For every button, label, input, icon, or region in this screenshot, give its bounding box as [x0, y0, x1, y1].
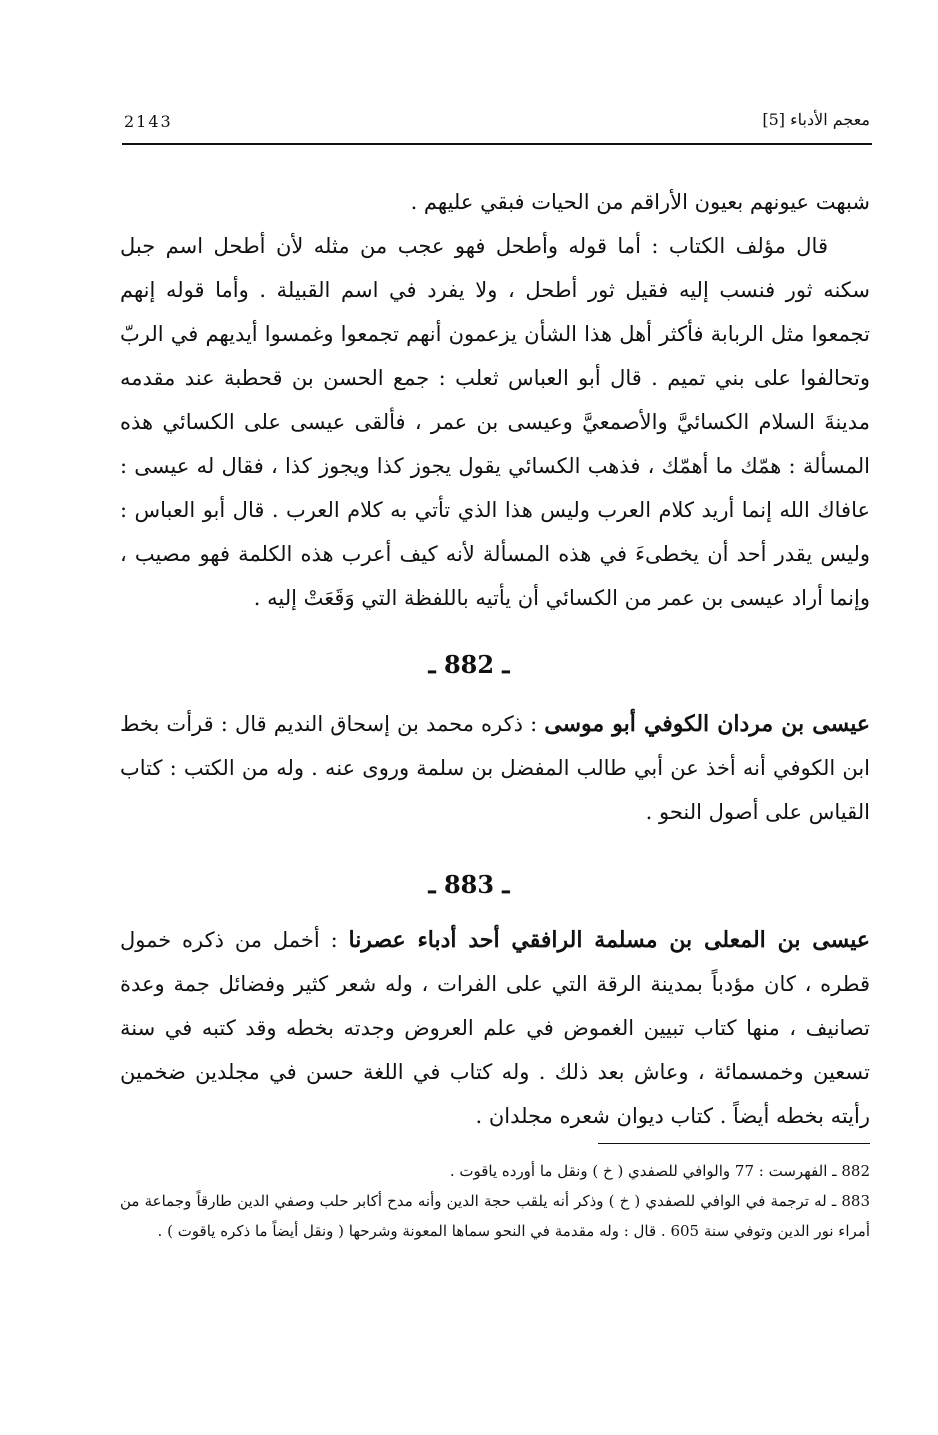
- entry-882-text: : ذكره محمد بن إسحاق النديم قال : قرأت بخط ابن الكوفي أنه أخذ عن أبي طالب المفضل بن سلمة وروى عنه . وله من الكتب : كتاب القياس على أصول النحو .: [120, 712, 870, 824]
- entry-882-title: عيسى بن مردان الكوفي أبو موسى: [544, 711, 870, 737]
- paragraph-author-note: قال مؤلف الكتاب : أما قوله وأطحل فهو عجب من مثله لأن أطحل اسم جبل سكنه ثور فنسب إليه فقيل ثور أطحل ، ولا يفرد في اسم القبيلة . وأما قوله إنهم تجمعوا مثل الربابة فأكثر أهل هذا الشأن يزعمون أنهم تجمعوا وغمسوا أيديهم في الربّ وتحالفوا على بني تميم . قال أبو العباس ثعلب : جمع الحسن بن قحطبة عند مقدمه مدينةَ السلام الكسائيَّ والأصمعيَّ وعيسى بن عمر ، فألقى عيسى على الكسائي هذه المسألة : همّك ما أهمّك ، فذهب الكسائي يقول يجوز كذا ويجوز كذا ، فقال له عيسى : عافاك الله إنما أريد كلام العرب وليس هذا الذي تأتي به كلام العرب . قال أبو العباس : وليس يقدر أحد أن يخطىءَ في هذه المسألة لأنه كيف أعرب هذه الكلمة فهو مصيب ، وإنما أراد عيسى بن عمر من الكسائي أن يأتيه باللفظة التي وَقَعَتْ إليه .: [120, 234, 870, 610]
- entry-883-text: : أخمل من ذكره خمول قطره ، كان مؤدباً بمدينة الرقة التي على الفرات ، وله شعر كثير وفضائل جمة وعدة تصانيف ، منها كتاب تبيين الغموض في علم العروض وجدته بخطه وقد كتبه في سنة تسعين وخمسمائة ، وعاش بعد ذلك . وله كتاب في اللغة حسن في مجلدين ضخمين رأيته بخطه أيضاً . كتاب ديوان شعره مجلدان .: [120, 928, 870, 1128]
- entry-883-title: عيسى بن المعلى بن مسلمة الرافقي أحد أدباء عصرنا: [348, 927, 870, 953]
- entry-883: [120, 918, 870, 1138]
- running-head: معجم الأدباء [5]: [762, 110, 870, 129]
- entry-number-883: ـ 883 ـ: [428, 870, 510, 899]
- paragraph-continued: شبهت عيونهم بعيون الأراقم من الحيات فبقي عليهم .: [410, 190, 870, 214]
- footnote-882: 882 ـ الفهرست : 77 والوافي للصفدي ( خ ) ونقل ما أورده ياقوت .: [449, 1162, 870, 1180]
- page-number: 2143: [124, 112, 173, 131]
- header-rule: [122, 143, 872, 145]
- footnote-rule: [598, 1143, 870, 1144]
- body-text: [120, 180, 870, 620]
- entry-882: [120, 702, 870, 834]
- entry-number-882: ـ 882 ـ: [428, 650, 510, 679]
- footnotes: [120, 1156, 870, 1246]
- footnote-883: 883 ـ له ترجمة في الوافي للصفدي ( خ ) وذكر أنه يلقب حجة الدين وأنه مدح أكابر حلب وصفي الدين طارقاً وجماعة من أمراء نور الدين وتوفي سنة 605 . قال : وله مقدمة في النحو سماها المعونة وشرحها ( ونقل أيضاً ما ذكره ياقوت ) .: [120, 1192, 870, 1240]
